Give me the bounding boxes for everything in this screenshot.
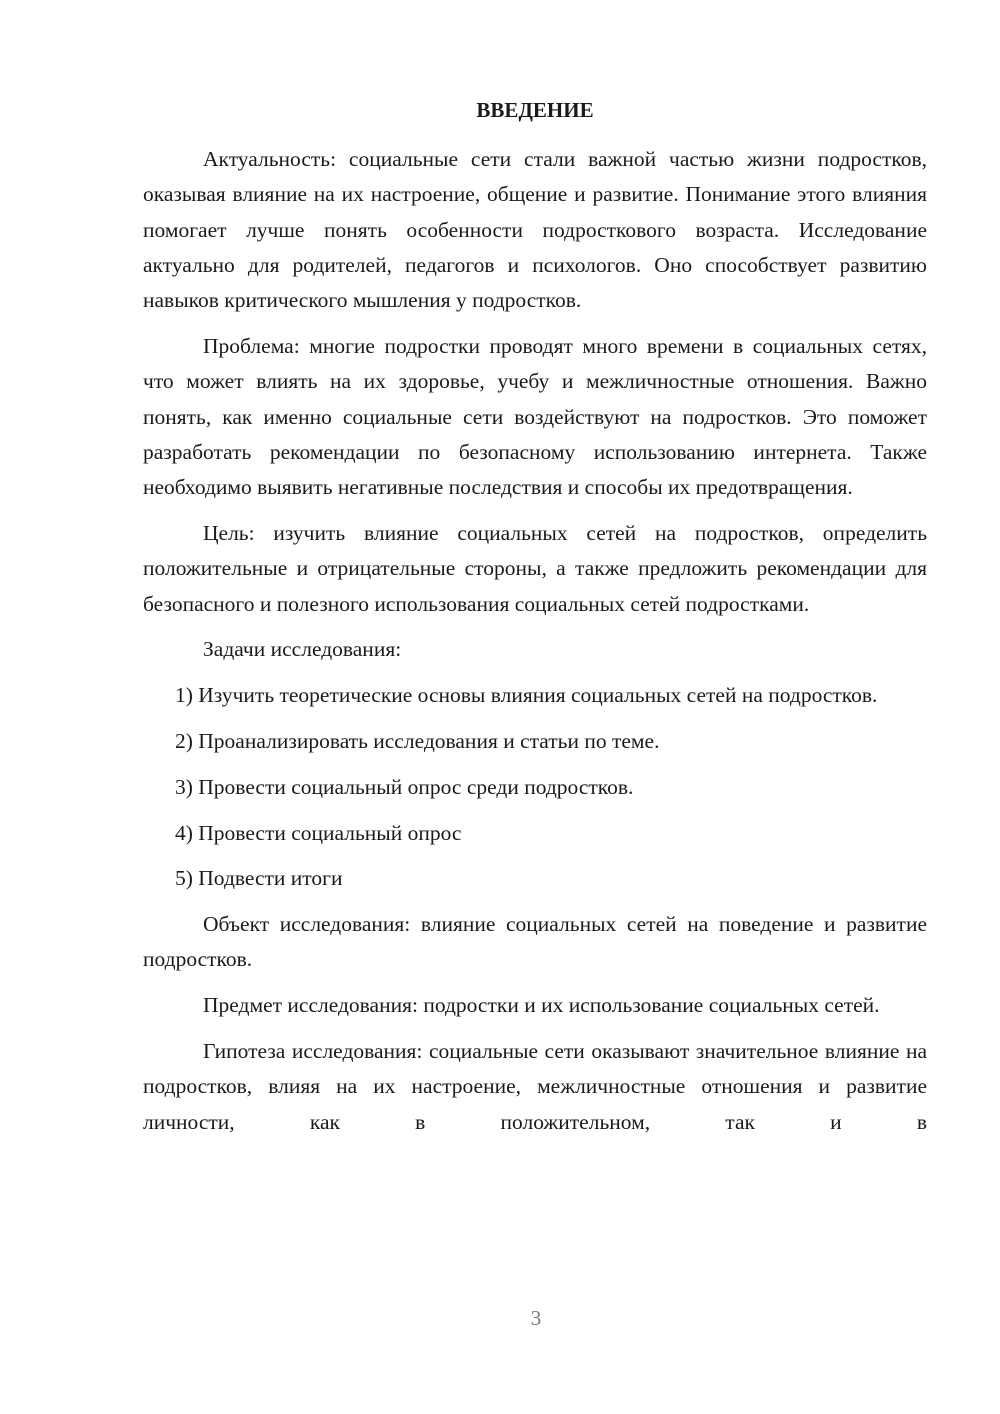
task-item: 5) Подвести итоги [175, 866, 343, 891]
page-number: 3 [530, 1306, 542, 1330]
page-title: ВВЕДЕНИЕ [476, 98, 594, 122]
paragraph-relevance: Актуальность: социальные сети стали важной частью жизни подростков, оказывая влияние на их настроение, общение и развитие. Понимание этого влияния помогает лучше понять особенности подросткового возраста. Исследование актуально для родителей, педагогов и психологов. Оно способствует развитию навыков критического мышления у подростков. [143, 147, 927, 313]
paragraph-subject: Предмет исследования: подростки и их использование социальных сетей. [203, 993, 880, 1018]
tasks-heading: Задачи исследования: [203, 637, 402, 662]
task-item: 4) Провести социальный опрос [175, 820, 462, 845]
task-item: 1) Изучить теоретические основы влияния социальных сетей на подростков. [175, 683, 878, 708]
page-content [143, 92, 927, 1150]
task-item: 3) Провести социальный опрос среди подростков. [175, 774, 634, 799]
paragraph-problem: Проблема: многие подростки проводят много времени в социальных сетях, что может влиять на их здоровье, учебу и межличностные отношения. Важно понять, как именно социальные сети воздействуют на подростков. Это поможет разработать рекомендации по безопасному использованию интернета. Также необходимо выявить негативные последствия и способы их предотвращения. [143, 333, 927, 500]
paragraph-hypothesis: Гипотеза исследования: социальные сети оказывают значительное влияние на подростков, влияя на их настроение, межличностные отношения и развитие личности, как в положительном, так и в [143, 1039, 927, 1134]
task-item: 2) Проанализировать исследования и статьи по теме. [175, 728, 660, 753]
paragraph-object: Объект исследования: влияние социальных сетей на поведение и развитие подростков. [143, 912, 927, 972]
paragraph-goal: Цель: изучить влияние социальных сетей на подростков, определить положительные и отрицательные стороны, а также предложить рекомендации для безопасного и полезного использования социальных сетей подростками. [143, 520, 927, 616]
